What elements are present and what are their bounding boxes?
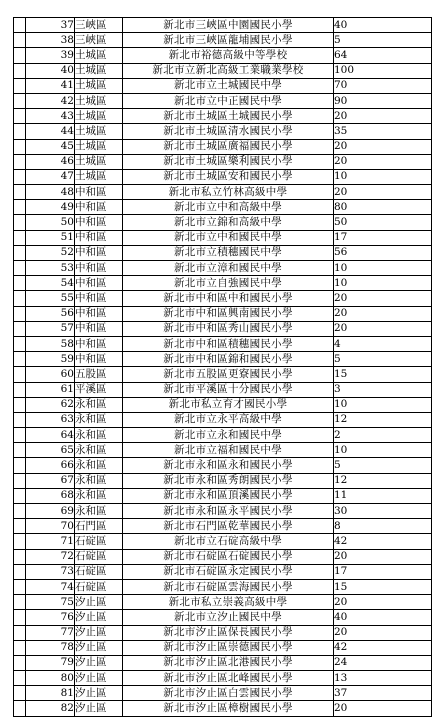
count-cell: 5 — [334, 458, 432, 473]
row-margin-cell — [14, 185, 26, 200]
row-margin-cell — [14, 549, 26, 564]
row-margin-cell — [14, 488, 26, 503]
table-row — [14, 185, 432, 200]
row-number: 63 — [26, 412, 75, 427]
district-cell: 土城區 — [75, 93, 123, 108]
count-cell: 5 — [334, 352, 432, 367]
row-margin-cell — [14, 352, 26, 367]
count-cell: 100 — [334, 63, 432, 78]
count-cell: 70 — [334, 78, 432, 93]
district-cell: 土城區 — [75, 109, 123, 124]
table-body — [14, 18, 432, 717]
school-name-cell: 新北市土城區清水國民小學 — [123, 124, 334, 139]
school-name-cell: 新北市三峽區中園國民小學 — [123, 18, 334, 33]
school-name-cell: 新北市土城區安和國民小學 — [123, 169, 334, 184]
table-row — [14, 93, 432, 108]
row-margin-cell — [14, 200, 26, 215]
district-cell: 土城區 — [75, 139, 123, 154]
school-name-cell: 新北市五股區更寮國民小學 — [123, 367, 334, 382]
table-row — [14, 610, 432, 625]
district-cell: 永和區 — [75, 412, 123, 427]
table-row — [14, 504, 432, 519]
district-cell: 石碇區 — [75, 534, 123, 549]
district-cell: 汐止區 — [75, 686, 123, 701]
school-name-cell: 新北市立自強國民中學 — [123, 276, 334, 291]
table-row — [14, 78, 432, 93]
row-margin-cell — [14, 276, 26, 291]
district-cell: 中和區 — [75, 200, 123, 215]
row-margin-cell — [14, 169, 26, 184]
row-margin-cell — [14, 701, 26, 716]
school-name-cell: 新北市私立崇義高級中學 — [123, 595, 334, 610]
count-cell: 2 — [334, 428, 432, 443]
school-name-cell: 新北市立石碇高級中學 — [123, 534, 334, 549]
school-name-cell: 新北市立土城國民中學 — [123, 78, 334, 93]
row-margin-cell — [14, 397, 26, 412]
row-number: 76 — [26, 610, 75, 625]
table-row — [14, 625, 432, 640]
count-cell: 10 — [334, 397, 432, 412]
count-cell: 20 — [334, 625, 432, 640]
row-margin-cell — [14, 124, 26, 139]
count-cell: 20 — [334, 549, 432, 564]
table-row — [14, 701, 432, 716]
district-cell: 中和區 — [75, 291, 123, 306]
row-margin-cell — [14, 33, 26, 48]
row-number: 81 — [26, 686, 75, 701]
district-cell: 中和區 — [75, 215, 123, 230]
row-margin-cell — [14, 48, 26, 63]
district-cell: 平溪區 — [75, 382, 123, 397]
district-cell: 汐止區 — [75, 655, 123, 670]
row-number: 66 — [26, 458, 75, 473]
row-margin-cell — [14, 458, 26, 473]
school-name-cell: 新北市汐止區崇德國民小學 — [123, 640, 334, 655]
count-cell: 15 — [334, 579, 432, 594]
row-number: 53 — [26, 261, 75, 276]
count-cell: 30 — [334, 504, 432, 519]
row-number: 72 — [26, 549, 75, 564]
row-number: 68 — [26, 488, 75, 503]
row-margin-cell — [14, 655, 26, 670]
district-cell: 汐止區 — [75, 625, 123, 640]
count-cell: 20 — [334, 321, 432, 336]
school-name-cell: 新北市永和區永平國民小學 — [123, 504, 334, 519]
row-number: 44 — [26, 124, 75, 139]
school-name-cell: 新北市裕德高級中等學校 — [123, 48, 334, 63]
row-number: 57 — [26, 321, 75, 336]
count-cell: 37 — [334, 686, 432, 701]
school-name-cell: 新北市中和區秀山國民小學 — [123, 321, 334, 336]
count-cell: 24 — [334, 655, 432, 670]
table-row — [14, 291, 432, 306]
row-margin-cell — [14, 306, 26, 321]
district-cell: 中和區 — [75, 245, 123, 260]
row-margin-cell — [14, 321, 26, 336]
table-row — [14, 534, 432, 549]
row-number: 48 — [26, 185, 75, 200]
row-number: 52 — [26, 245, 75, 260]
count-cell: 42 — [334, 534, 432, 549]
table-row — [14, 397, 432, 412]
school-name-cell: 新北市石碇區永定國民小學 — [123, 564, 334, 579]
row-number: 71 — [26, 534, 75, 549]
district-cell: 三峽區 — [75, 18, 123, 33]
district-cell: 汐止區 — [75, 701, 123, 716]
school-name-cell: 新北市永和區秀朗國民小學 — [123, 473, 334, 488]
school-name-cell: 新北市立中和高級中學 — [123, 200, 334, 215]
count-cell: 5 — [334, 33, 432, 48]
school-name-cell: 新北市汐止區白雲國民小學 — [123, 686, 334, 701]
row-margin-cell — [14, 671, 26, 686]
count-cell: 10 — [334, 169, 432, 184]
row-number: 69 — [26, 504, 75, 519]
row-margin-cell — [14, 367, 26, 382]
school-name-cell: 新北市立永平高級中學 — [123, 412, 334, 427]
count-cell: 20 — [334, 185, 432, 200]
school-name-cell: 新北市私立育才國民小學 — [123, 397, 334, 412]
row-number: 56 — [26, 306, 75, 321]
count-cell: 17 — [334, 230, 432, 245]
row-number: 50 — [26, 215, 75, 230]
school-quota-table — [13, 17, 432, 717]
district-cell: 中和區 — [75, 261, 123, 276]
count-cell: 20 — [334, 595, 432, 610]
school-name-cell: 新北市汐止區保長國民小學 — [123, 625, 334, 640]
district-cell: 中和區 — [75, 276, 123, 291]
district-cell: 五股區 — [75, 367, 123, 382]
school-name-cell: 新北市汐止區樟樹國民小學 — [123, 701, 334, 716]
district-cell: 三峽區 — [75, 33, 123, 48]
table-row — [14, 261, 432, 276]
count-cell: 13 — [334, 671, 432, 686]
district-cell: 永和區 — [75, 458, 123, 473]
school-name-cell: 新北市平溪區十分國民小學 — [123, 382, 334, 397]
school-quota-table-sheet — [13, 17, 432, 717]
row-margin-cell — [14, 534, 26, 549]
row-margin-cell — [14, 63, 26, 78]
school-name-cell: 新北市中和區錦和國民小學 — [123, 352, 334, 367]
table-row — [14, 306, 432, 321]
district-cell: 土城區 — [75, 78, 123, 93]
row-number: 54 — [26, 276, 75, 291]
count-cell: 20 — [334, 139, 432, 154]
table-row — [14, 200, 432, 215]
school-name-cell: 新北市立漳和國民中學 — [123, 261, 334, 276]
row-number: 39 — [26, 48, 75, 63]
district-cell: 石碇區 — [75, 549, 123, 564]
row-number: 82 — [26, 701, 75, 716]
row-number: 45 — [26, 139, 75, 154]
row-margin-cell — [14, 245, 26, 260]
row-number: 46 — [26, 154, 75, 169]
school-name-cell: 新北市立錦和高級中學 — [123, 215, 334, 230]
school-name-cell: 新北市立汐止國民中學 — [123, 610, 334, 625]
count-cell: 17 — [334, 564, 432, 579]
school-name-cell: 新北市中和區興南國民小學 — [123, 306, 334, 321]
school-name-cell: 新北市立新北高級工業職業學校 — [123, 63, 334, 78]
table-row — [14, 109, 432, 124]
table-row — [14, 564, 432, 579]
table-row — [14, 458, 432, 473]
count-cell: 4 — [334, 336, 432, 351]
school-name-cell: 新北市土城區廣福國民小學 — [123, 139, 334, 154]
district-cell: 永和區 — [75, 504, 123, 519]
count-cell: 12 — [334, 473, 432, 488]
row-margin-cell — [14, 382, 26, 397]
table-row — [14, 473, 432, 488]
row-number: 38 — [26, 33, 75, 48]
count-cell: 64 — [334, 48, 432, 63]
district-cell: 石門區 — [75, 519, 123, 534]
row-number: 40 — [26, 63, 75, 78]
row-margin-cell — [14, 686, 26, 701]
district-cell: 汐止區 — [75, 640, 123, 655]
district-cell: 土城區 — [75, 63, 123, 78]
table-row — [14, 428, 432, 443]
school-name-cell: 新北市永和區頂溪國民小學 — [123, 488, 334, 503]
school-name-cell: 新北市石碇區雲海國民小學 — [123, 579, 334, 594]
row-number: 42 — [26, 93, 75, 108]
school-name-cell: 新北市立中正國民中學 — [123, 93, 334, 108]
count-cell: 90 — [334, 93, 432, 108]
district-cell: 中和區 — [75, 185, 123, 200]
count-cell: 3 — [334, 382, 432, 397]
row-margin-cell — [14, 291, 26, 306]
table-row — [14, 519, 432, 534]
row-number: 77 — [26, 625, 75, 640]
row-number: 47 — [26, 169, 75, 184]
row-margin-cell — [14, 564, 26, 579]
table-row — [14, 63, 432, 78]
school-name-cell: 新北市石碇區石碇國民小學 — [123, 549, 334, 564]
row-number: 55 — [26, 291, 75, 306]
row-margin-cell — [14, 625, 26, 640]
row-number: 65 — [26, 443, 75, 458]
row-number: 70 — [26, 519, 75, 534]
row-margin-cell — [14, 610, 26, 625]
district-cell: 石碇區 — [75, 579, 123, 594]
table-row — [14, 367, 432, 382]
table-row — [14, 215, 432, 230]
table-row — [14, 655, 432, 670]
count-cell: 56 — [334, 245, 432, 260]
row-margin-cell — [14, 18, 26, 33]
count-cell: 40 — [334, 18, 432, 33]
count-cell: 50 — [334, 215, 432, 230]
count-cell: 15 — [334, 367, 432, 382]
district-cell: 中和區 — [75, 306, 123, 321]
row-margin-cell — [14, 154, 26, 169]
row-number: 37 — [26, 18, 75, 33]
district-cell: 永和區 — [75, 473, 123, 488]
count-cell: 20 — [334, 701, 432, 716]
school-name-cell: 新北市立中和國民中學 — [123, 230, 334, 245]
row-number: 75 — [26, 595, 75, 610]
row-margin-cell — [14, 473, 26, 488]
school-name-cell: 新北市私立竹林高級中學 — [123, 185, 334, 200]
table-row — [14, 276, 432, 291]
table-row — [14, 640, 432, 655]
table-row — [14, 579, 432, 594]
table-row — [14, 18, 432, 33]
table-row — [14, 230, 432, 245]
row-margin-cell — [14, 579, 26, 594]
school-name-cell: 新北市土城區樂利國民小學 — [123, 154, 334, 169]
table-row — [14, 382, 432, 397]
count-cell: 20 — [334, 291, 432, 306]
count-cell: 35 — [334, 124, 432, 139]
count-cell: 8 — [334, 519, 432, 534]
row-margin-cell — [14, 443, 26, 458]
table-row — [14, 169, 432, 184]
row-margin-cell — [14, 139, 26, 154]
school-name-cell: 新北市立福和國民中學 — [123, 443, 334, 458]
row-number: 80 — [26, 671, 75, 686]
table-row — [14, 595, 432, 610]
row-margin-cell — [14, 595, 26, 610]
row-margin-cell — [14, 78, 26, 93]
school-name-cell: 新北市永和區永和國民小學 — [123, 458, 334, 473]
table-row — [14, 321, 432, 336]
district-cell: 土城區 — [75, 124, 123, 139]
table-row — [14, 686, 432, 701]
table-row — [14, 245, 432, 260]
count-cell: 40 — [334, 610, 432, 625]
school-name-cell: 新北市汐止區北峰國民小學 — [123, 671, 334, 686]
row-margin-cell — [14, 230, 26, 245]
count-cell: 10 — [334, 276, 432, 291]
row-margin-cell — [14, 519, 26, 534]
district-cell: 土城區 — [75, 48, 123, 63]
row-number: 74 — [26, 579, 75, 594]
table-row — [14, 488, 432, 503]
row-number: 61 — [26, 382, 75, 397]
row-margin-cell — [14, 412, 26, 427]
district-cell: 永和區 — [75, 443, 123, 458]
district-cell: 汐止區 — [75, 671, 123, 686]
row-margin-cell — [14, 109, 26, 124]
row-margin-cell — [14, 215, 26, 230]
table-row — [14, 154, 432, 169]
table-row — [14, 48, 432, 63]
school-name-cell: 新北市石門區乾華國民小學 — [123, 519, 334, 534]
table-row — [14, 124, 432, 139]
count-cell: 42 — [334, 640, 432, 655]
table-row — [14, 443, 432, 458]
district-cell: 中和區 — [75, 321, 123, 336]
count-cell: 10 — [334, 443, 432, 458]
count-cell: 80 — [334, 200, 432, 215]
table-row — [14, 352, 432, 367]
row-number: 60 — [26, 367, 75, 382]
row-number: 41 — [26, 78, 75, 93]
count-cell: 10 — [334, 261, 432, 276]
school-name-cell: 新北市汐止區北港國民小學 — [123, 655, 334, 670]
table-row — [14, 139, 432, 154]
row-number: 49 — [26, 200, 75, 215]
row-number: 78 — [26, 640, 75, 655]
row-number: 79 — [26, 655, 75, 670]
row-number: 59 — [26, 352, 75, 367]
table-row — [14, 33, 432, 48]
row-margin-cell — [14, 640, 26, 655]
count-cell: 12 — [334, 412, 432, 427]
table-row — [14, 671, 432, 686]
school-name-cell: 新北市中和區中和國民小學 — [123, 291, 334, 306]
district-cell: 汐止區 — [75, 610, 123, 625]
row-number: 64 — [26, 428, 75, 443]
row-margin-cell — [14, 428, 26, 443]
school-name-cell: 新北市土城區土城國民小學 — [123, 109, 334, 124]
district-cell: 永和區 — [75, 397, 123, 412]
row-number: 58 — [26, 336, 75, 351]
district-cell: 永和區 — [75, 428, 123, 443]
district-cell: 中和區 — [75, 336, 123, 351]
count-cell: 20 — [334, 109, 432, 124]
school-name-cell: 新北市立積穗國民中學 — [123, 245, 334, 260]
row-number: 51 — [26, 230, 75, 245]
row-margin-cell — [14, 336, 26, 351]
count-cell: 11 — [334, 488, 432, 503]
school-name-cell: 新北市三峽區龍埔國民小學 — [123, 33, 334, 48]
count-cell: 20 — [334, 154, 432, 169]
district-cell: 汐止區 — [75, 595, 123, 610]
district-cell: 中和區 — [75, 352, 123, 367]
row-number: 73 — [26, 564, 75, 579]
table-row — [14, 412, 432, 427]
district-cell: 石碇區 — [75, 564, 123, 579]
district-cell: 永和區 — [75, 488, 123, 503]
district-cell: 土城區 — [75, 154, 123, 169]
row-margin-cell — [14, 261, 26, 276]
school-name-cell: 新北市立永和國民中學 — [123, 428, 334, 443]
district-cell: 土城區 — [75, 169, 123, 184]
row-margin-cell — [14, 504, 26, 519]
row-number: 62 — [26, 397, 75, 412]
count-cell: 20 — [334, 306, 432, 321]
row-number: 67 — [26, 473, 75, 488]
district-cell: 中和區 — [75, 230, 123, 245]
row-margin-cell — [14, 93, 26, 108]
school-name-cell: 新北市中和區積穗國民小學 — [123, 336, 334, 351]
table-row — [14, 336, 432, 351]
row-number: 43 — [26, 109, 75, 124]
table-row — [14, 549, 432, 564]
